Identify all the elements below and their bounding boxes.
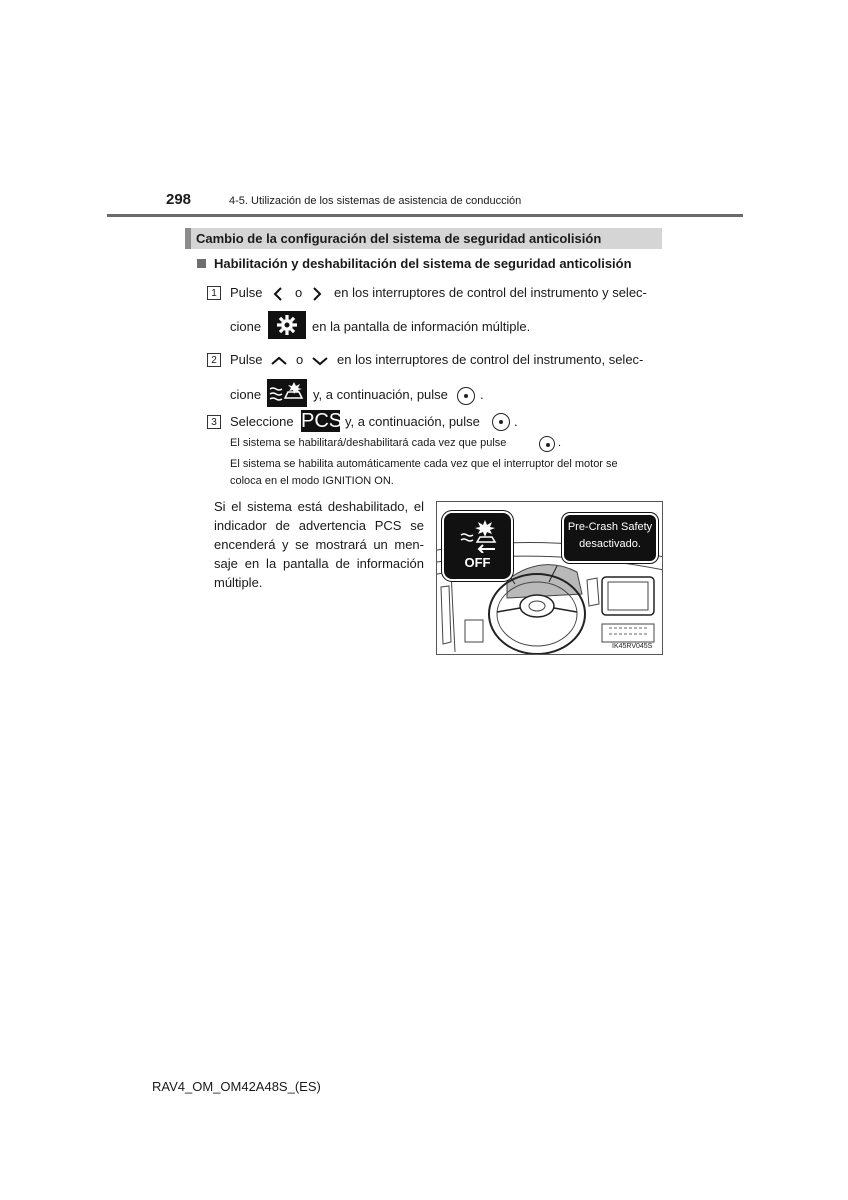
- step2-line2-start: cione: [230, 387, 262, 402]
- step3-note2-line2: coloca en el modo IGNITION ON.: [230, 475, 394, 487]
- chevron-right-icon: [311, 286, 323, 302]
- info-line-1: Si el sistema está deshabilitado, el: [214, 499, 424, 514]
- step1-line2-start: cione: [230, 319, 262, 334]
- display-line-2: desactivado.: [579, 538, 641, 550]
- page-number: 298: [166, 191, 192, 208]
- step3-note1: El sistema se habilitará/deshabilitará cada vez que pulse: [230, 437, 507, 449]
- step3-text: y, a continuación, pulse: [345, 414, 480, 429]
- step3-select: Seleccione: [230, 414, 294, 429]
- chevron-down-icon: [311, 355, 329, 367]
- step-number-2: 2: [207, 353, 221, 367]
- step1-or: o: [295, 285, 303, 300]
- subsection-title: Habilitación y deshabilitación del sistema de seguridad anticolisión: [214, 256, 632, 271]
- gear-settings-icon: [268, 311, 306, 339]
- chevron-up-icon: [270, 355, 288, 367]
- info-line-3: encenderá y se mostrará un men-: [214, 537, 424, 552]
- pre-collision-icon: [267, 379, 307, 407]
- display-line-1: Pre-Crash Safety: [567, 521, 653, 533]
- header-rule: [107, 214, 743, 217]
- step2-line2-end: .: [480, 387, 484, 402]
- ok-button-icon: [457, 387, 475, 405]
- chevron-left-icon: [272, 286, 284, 302]
- info-paragraph: [214, 497, 424, 592]
- step2-or: o: [296, 352, 304, 367]
- pcs-label-icon: PCS: [301, 410, 343, 432]
- ok-button-icon: [539, 436, 555, 452]
- info-line-4: saje en la pantalla de información: [214, 556, 424, 571]
- step1-line2-text: en la pantalla de información múltiple.: [312, 319, 531, 334]
- step1-line1-text: en los interruptores de control del instrumento y selec-: [334, 285, 647, 300]
- step3-end: .: [514, 414, 518, 429]
- footer-doc-code: RAV4_OM_OM42A48S_(ES): [152, 1079, 321, 1094]
- pre-collision-warning-icon: [455, 519, 501, 553]
- step-number-3: 3: [207, 415, 221, 429]
- illustration-code: IK45RV045S: [612, 643, 653, 650]
- breadcrumb: 4-5. Utilización de los sistemas de asistencia de conducción: [229, 195, 522, 207]
- step3-note2-line1: El sistema se habilita automáticamente cada vez que el interruptor del motor se: [230, 458, 618, 470]
- step3-note1-end: .: [558, 437, 562, 449]
- info-line-2: indicador de advertencia PCS se: [214, 518, 424, 533]
- ok-button-icon: [492, 413, 510, 431]
- multi-info-display: [564, 515, 656, 561]
- step2-pulse: Pulse: [230, 352, 263, 367]
- pcs-warning-indicator: [444, 513, 511, 579]
- dashboard-illustration: [436, 501, 663, 655]
- indicator-off-label: OFF: [464, 555, 491, 570]
- section-title: Cambio de la configuración del sistema de seguridad anticolisión: [196, 231, 602, 246]
- step2-line2-text: y, a continuación, pulse: [313, 387, 448, 402]
- info-line-5: múltiple.: [214, 575, 263, 590]
- step2-line1-text: en los interruptores de control del instrumento, selec-: [337, 352, 644, 367]
- step-number-1: 1: [207, 286, 221, 300]
- bullet-square-icon: [197, 259, 206, 268]
- step1-pulse: Pulse: [230, 285, 263, 300]
